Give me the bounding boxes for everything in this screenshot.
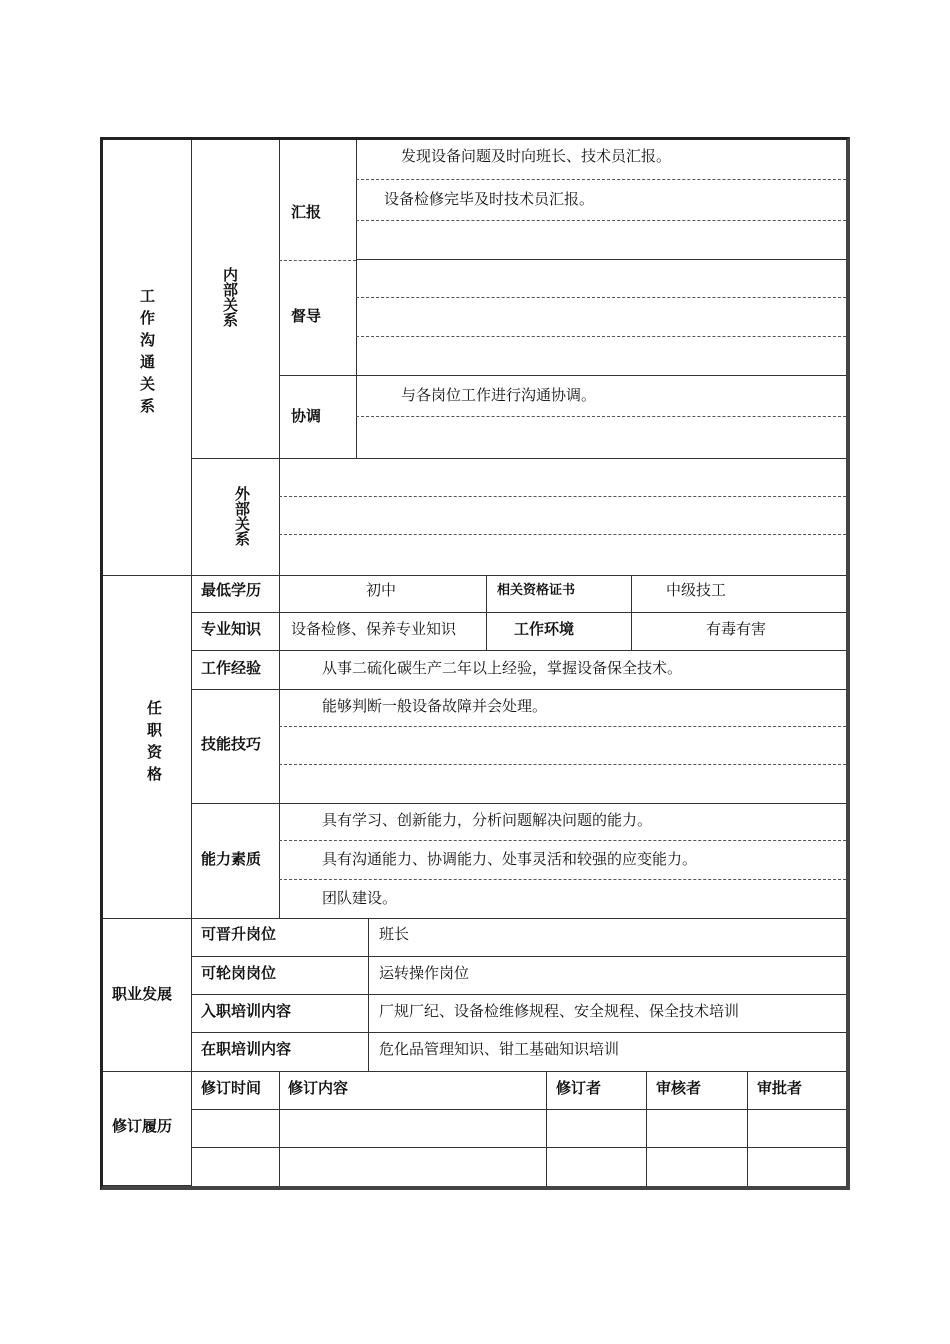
- report-item-1: 发现设备问题及时向班长、技术员汇报。: [401, 147, 672, 165]
- report-label: 汇报: [291, 203, 322, 221]
- career-row-value: 班长: [379, 925, 410, 943]
- ability-label: 能力素质: [201, 850, 262, 868]
- ability-item-3: 团队建设。: [322, 889, 398, 907]
- skills-label: 技能技巧: [201, 735, 262, 753]
- revision-header-content: 修订内容: [288, 1079, 349, 1097]
- career-row-label: 可轮岗岗位: [201, 964, 277, 982]
- ability-item-2: 具有沟通能力、协调能力、处事灵活和较强的应变能力。: [322, 850, 698, 868]
- communication-section: [103, 140, 846, 576]
- certificate-label: 相关资格证书: [497, 583, 576, 598]
- knowledge-value: 设备检修、保养专业知识: [291, 620, 457, 638]
- career-row-value: 运转操作岗位: [379, 964, 470, 982]
- career-row-label: 在职培训内容: [201, 1040, 292, 1058]
- revision-title: 修订履历: [112, 1117, 173, 1135]
- skills-item-1: 能够判断一般设备故障并会处理。: [322, 697, 548, 715]
- environment-label: 工作环境: [514, 620, 575, 638]
- qualification-title: 任职资格: [145, 700, 163, 788]
- revision-header-reviser: 修订者: [556, 1079, 602, 1097]
- career-title: 职业发展: [112, 985, 173, 1003]
- experience-value: 从事二硫化碳生产二年以上经验，掌握设备保全技术。: [322, 659, 683, 677]
- coordinate-label: 协调: [291, 407, 322, 425]
- environment-value: 有毒有害: [706, 620, 767, 638]
- certificate-value: 中级技工: [666, 581, 727, 599]
- report-item-2: 设备检修完毕及时技术员汇报。: [384, 190, 595, 208]
- external-relations-title: 外部关系: [233, 486, 251, 546]
- qualification-section: [103, 576, 846, 919]
- career-row-value: 厂规厂纪、设备检维修规程、安全规程、保全技术培训: [379, 1002, 740, 1020]
- experience-label: 工作经验: [201, 659, 262, 677]
- coordinate-item-1: 与各岗位工作进行沟通协调。: [401, 386, 597, 404]
- communication-title: 工作沟通关系: [138, 288, 156, 420]
- career-section: [103, 919, 846, 1072]
- career-row-label: 入职培训内容: [201, 1002, 292, 1020]
- career-row-label: 可晋升岗位: [201, 925, 277, 943]
- revision-header-time: 修订时间: [201, 1079, 262, 1097]
- revision-header-approver: 审批者: [757, 1079, 803, 1097]
- supervise-label: 督导: [291, 307, 322, 325]
- revision-section: [103, 1072, 846, 1186]
- education-value: 初中: [366, 581, 397, 599]
- ability-item-1: 具有学习、创新能力，分析问题解决问题的能力。: [322, 811, 653, 829]
- education-label: 最低学历: [201, 581, 262, 599]
- job-description-table: [100, 137, 850, 1190]
- revision-header-reviewer: 审核者: [656, 1079, 702, 1097]
- internal-relations-title: 内部关系: [221, 267, 239, 327]
- knowledge-label: 专业知识: [201, 620, 262, 638]
- career-row-value: 危化品管理知识、钳工基础知识培训: [379, 1040, 620, 1058]
